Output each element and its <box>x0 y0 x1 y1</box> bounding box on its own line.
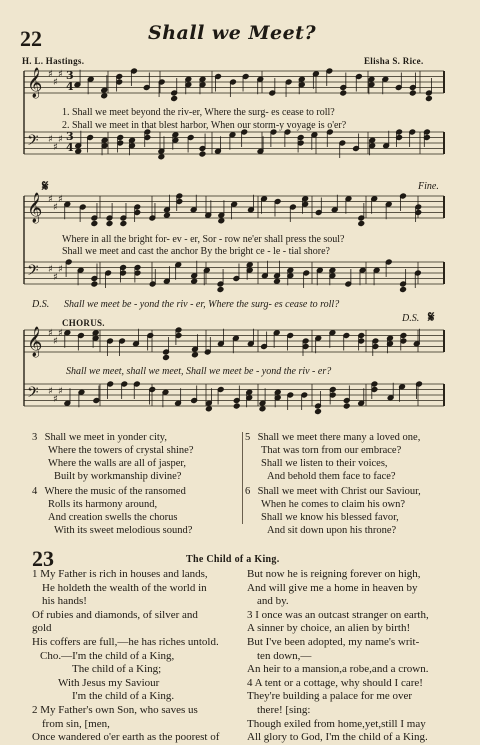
stanza-number: 6 <box>245 486 251 497</box>
stanza-line: And behold them face to face? <box>267 471 396 482</box>
sharp-icon: ♯ <box>48 386 53 397</box>
note-head <box>315 409 322 415</box>
stanza-line: Where the towers of crystal shine? <box>48 445 194 456</box>
sharp-icon: ♯ <box>48 264 53 275</box>
bass-clef-icon: 𝄢 <box>27 262 39 283</box>
hymn23-line: All glory to God, I'm the child of a King. <box>247 731 428 744</box>
sharp-icon: ♯ <box>53 272 58 283</box>
sharp-icon: ♯ <box>48 194 53 205</box>
hymn23-line: ten down,— <box>257 649 312 662</box>
sharp-icon: ♯ <box>58 328 63 339</box>
treble-clef-icon: 𝄞 <box>27 327 43 357</box>
hymn23-line: his hands! <box>42 595 87 608</box>
stanza-line: With its sweet melodious sound? <box>54 525 193 536</box>
stanza-divider <box>242 432 243 524</box>
composer-credit: H. L. Hastings. <box>22 56 85 66</box>
note-head <box>233 403 240 409</box>
note-head <box>192 352 199 358</box>
arranger-credit: Elisha S. Rice. <box>364 56 424 66</box>
note-head <box>199 151 206 157</box>
stanza-line: Where the walls are all of jasper, <box>48 458 187 469</box>
time-signature: 3 <box>66 130 74 143</box>
stanza-line: Rolls its harmony around, <box>48 499 158 510</box>
note-head <box>91 221 98 227</box>
sharp-icon: ♯ <box>58 194 63 205</box>
sharp-icon: ♯ <box>48 69 53 80</box>
note-head <box>106 221 113 227</box>
note-head <box>409 90 416 96</box>
note-head <box>120 221 127 227</box>
sharp-icon: ♯ <box>48 134 53 145</box>
stanza-line: Shall we listen to their voices, <box>261 458 388 469</box>
chorus-lyric-line: Shall we meet, shall we meet, Shall we meet be - yond the riv - er? <box>66 366 332 377</box>
sharp-icon: ♯ <box>58 264 63 275</box>
stanzas-right <box>245 431 421 537</box>
system1-verse1: 1. Shall we meet beyond the riv-er, Where the surg- es cease to roll? <box>62 107 335 118</box>
note-head <box>274 278 281 284</box>
hymn-number: 22 <box>20 26 42 51</box>
hymn23-number: 23 <box>32 546 54 571</box>
hymn23-chorus-line: The child of a King; <box>72 663 162 676</box>
note-head <box>358 221 365 227</box>
hymn-title: Shall we Meet? <box>148 22 317 44</box>
note-head <box>75 148 82 154</box>
sharp-icon: ♯ <box>53 77 58 88</box>
sharp-icon: ♯ <box>58 69 63 80</box>
hymn23-line: They're building a palace for me over <box>247 690 413 703</box>
stanza-line: Built by workmanship divine? <box>54 471 182 482</box>
stanza-number: 3 <box>32 432 38 443</box>
chorus-segno: 𝄋 <box>428 310 435 326</box>
hymn23-line: 2 My Father's own Son, who saves us <box>32 703 198 716</box>
note-head <box>163 355 170 361</box>
ds-lyric-line: Shall we meet be - yond the riv - er, Where the surg- es cease to roll? <box>64 299 340 310</box>
hymn23-line: from sin, [men, <box>42 717 110 730</box>
hymn23-line: He holdeth the wealth of the world in <box>42 581 207 594</box>
stanza-line: Shall we meet with Christ our Saviour, <box>257 486 421 497</box>
note-head <box>400 287 407 293</box>
stanza-line: Shall we know his blessed favor, <box>261 512 399 523</box>
time-signature: 4 <box>66 141 74 154</box>
note-head <box>426 96 433 102</box>
note-head <box>206 406 213 412</box>
stanza-number: 5 <box>245 432 251 443</box>
hymn23-chorus-line: Cho.—I'm the child of a King, <box>40 649 175 662</box>
hymn23-line: 1 My Father is rich in houses and lands, <box>32 568 208 580</box>
time-signature: 4 <box>66 80 74 93</box>
stanza-line: That was torn from our embrace? <box>261 445 402 456</box>
system2-verse2: Shall we meet and cast the anchor By the bright ce - le - tial shore? <box>62 246 330 257</box>
sharp-icon: ♯ <box>58 386 63 397</box>
segno-mark: 𝄋 <box>42 179 49 195</box>
stanzas-left <box>32 431 193 537</box>
hymn23-line: there! [sing: <box>257 703 311 716</box>
sharp-icon: ♯ <box>53 142 58 153</box>
hymn23-line: Once wandered o'er earth as the poorest of <box>32 731 220 744</box>
note-head <box>164 212 171 218</box>
note-head <box>217 287 224 293</box>
note-head <box>259 406 266 412</box>
sharp-icon: ♯ <box>53 202 58 213</box>
ds-label: D.S. <box>32 299 50 310</box>
hymn23-chorus-line: I'm the child of a King. <box>72 690 175 703</box>
stanza-line: Where the music of the ransomed <box>44 486 186 497</box>
hymn23-line: And will give me a home in heaven by <box>247 581 418 594</box>
hymn23-right-column <box>247 568 429 745</box>
sharp-icon: ♯ <box>58 134 63 145</box>
system1-verse2: 2. Shall we meet in that blest harbor, When our storm-y voyage is o'er? <box>62 120 347 131</box>
note-head <box>101 93 108 99</box>
hymn23-line: 4 A tent or a cottage, why should I care! <box>247 676 423 689</box>
hymn23-line: An heir to a mansion,a robe,and a crown. <box>247 663 429 676</box>
time-signature: 3 <box>66 69 74 82</box>
note-head <box>343 403 350 409</box>
hymn23-left-column <box>32 568 219 745</box>
stanza-line: Shall we meet in yonder city, <box>44 432 167 443</box>
bass-clef-icon: 𝄢 <box>27 384 39 405</box>
chorus-label: CHORUS. <box>62 318 105 328</box>
treble-clef-icon: 𝄞 <box>27 193 43 223</box>
note-head <box>191 278 198 284</box>
hymn23-chorus-line: With Jesus my Saviour <box>58 676 160 689</box>
stanza-line: Shall we meet there many a loved one, <box>257 432 421 443</box>
sharp-icon: ♯ <box>53 336 58 347</box>
hymn23-line: But now he is reigning forever on high, <box>247 568 421 580</box>
hymn23-title: The Child of a King. <box>186 554 280 565</box>
chorus-ds-mark: D.S. <box>402 313 420 324</box>
hymn23-line: But I've been adopted, my name's writ- <box>247 635 420 648</box>
sharp-icon: ♯ <box>53 394 58 405</box>
note-head <box>158 154 165 160</box>
hymn23-line: gold <box>32 622 52 635</box>
note-head <box>340 90 347 96</box>
system2-verse1: Where in all the bright for- ev - er, Sor - row ne'er shall press the soul? <box>62 234 345 245</box>
stanza-line: And sit down upon his throne? <box>267 525 397 536</box>
treble-clef-icon: 𝄞 <box>27 68 43 98</box>
hymn23-line: His coffers are full,—he has riches untold. <box>32 635 219 648</box>
bass-clef-icon: 𝄢 <box>27 132 39 153</box>
sharp-icon: ♯ <box>48 328 53 339</box>
note-head <box>218 218 225 224</box>
hymn23-line: Of rubies and diamonds, of silver and <box>32 608 198 621</box>
hymn23-line: Though exiled from home,yet,still I may <box>247 717 426 730</box>
hymn23-line: A sinner by choice, an alien by birth! <box>247 622 411 635</box>
hymn23-line: and by. <box>257 595 289 608</box>
stanza-number: 4 <box>32 486 38 497</box>
note-head <box>171 96 178 102</box>
stanza-line: When he comes to claim his own? <box>261 499 406 510</box>
note-head <box>91 281 98 287</box>
fine-mark: Fine. <box>418 181 439 192</box>
stanza-line: And creation swells the chorus <box>48 512 178 523</box>
hymn23-line: 3 I once was an outcast stranger on earth, <box>247 608 429 621</box>
